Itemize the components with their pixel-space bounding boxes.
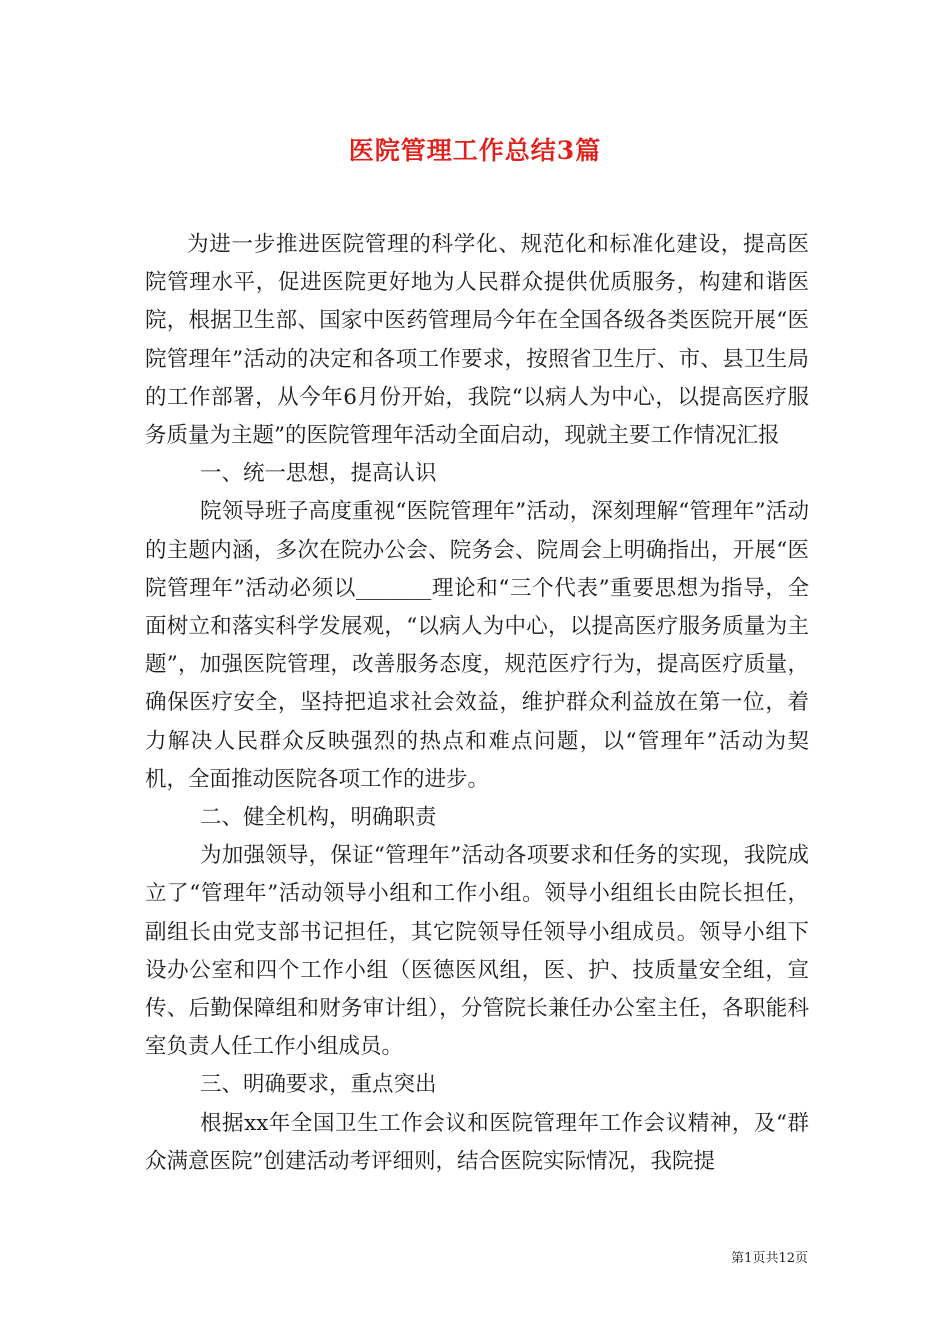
paragraph: 院领导班子高度重视“医院管理年”活动，深刻理解“管理年”活动的主题内涵，多次在院办公会、院务会、院周会上明确指出，开展“医院管理年”活动必须以_______理论和“三个代表”重要思想为指导，全面树立和落实科学发展观，“以病人为中心，以提高医疗服务质量为主题”，加强医院管理，改善服务态度，规范医疗行为，提高医疗质量，确保医疗安全，坚持把追求社会效益，维护群众利益放在第一位，着力解决人民群众反映强烈的热点和难点问题，以“管理年”活动为契机，全面推动医院各项工作的进步。 [145, 499, 809, 792]
document-title: 医院管理工作总结3篇 [348, 136, 602, 165]
section-heading: 二、健全机构，明确职责 [200, 805, 437, 831]
section-heading: 三、明确要求，重点突出 [200, 1072, 437, 1098]
paragraph: 为进一步推进医院管理的科学化、规范化和标准化建设，提高医院管理水平，促进医院更好地为人民群众提供优质服务，构建和谐医院，根据卫生部、国家中医药管理局今年在全国各级各类医院开展“医院管理年”活动的决定和各项工作要求，按照省卫生厅、市、县卫生局的工作部署，从今年6月份开始，我院“以病人为中心，以提高医疗服务质量为主题”的医院管理年活动全面启动，现就主要工作情况汇报 [145, 232, 809, 449]
paragraph: 为加强领导，保证“管理年”活动各项要求和任务的实现，我院成立了“管理年”活动领导小组和工作小组。领导小组组长由院长担任，副组长由党支部书记担任，其它院领导任领导小组成员。领导小组下设办公室和四个工作小组（医德医风组，医、护、技质量安全组，宣传、后勤保障组和财务审计组），分管院长兼任办公室主任，各职能科室负责人任工作小组成员。 [145, 843, 809, 1060]
document-body [145, 226, 809, 1181]
paragraph: 根据xx年全国卫生工作会议和医院管理年工作会议精神，及“群众满意医院”创建活动考评细则，结合医院实际情况，我院提 [145, 1110, 809, 1174]
page-number: 第1页共12页 [731, 1251, 808, 1266]
section-heading: 一、统一思想，提高认识 [200, 461, 437, 487]
